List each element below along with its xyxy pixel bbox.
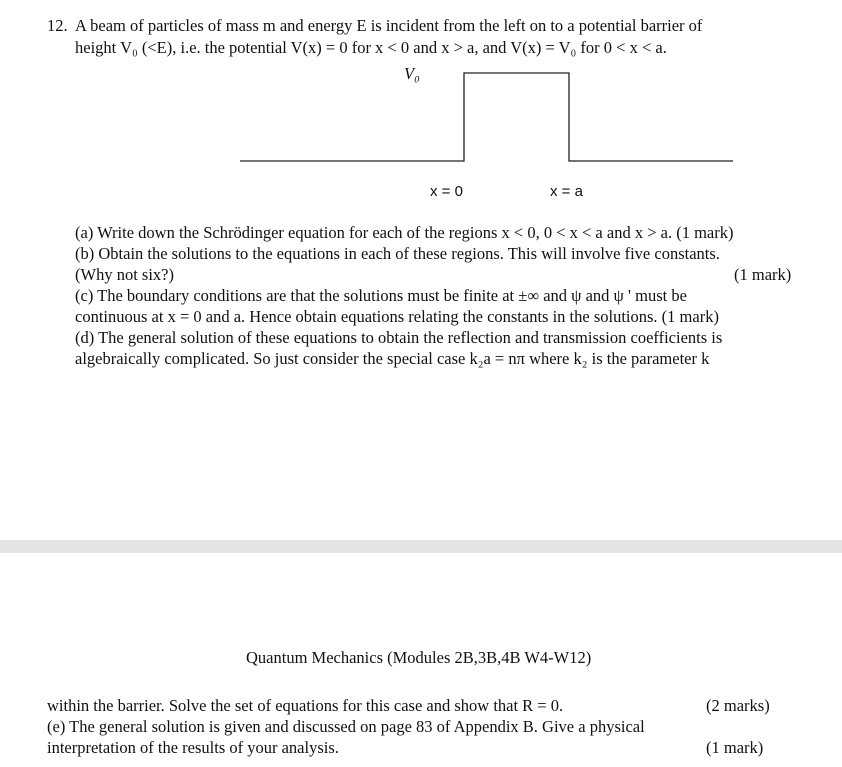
question-intro-line-1: A beam of particles of mass m and energy E is incident from the left on to a potential barrier of <box>75 16 703 35</box>
part-c-line-2: continuous at x = 0 and a. Hence obtain equations relating the constants in the solutions. (1 mark) <box>75 307 719 326</box>
barrier-outline <box>240 73 733 161</box>
continuation-line-1: within the barrier. Solve the set of equations for this case and show that R = 0. <box>47 696 564 715</box>
page-break <box>0 540 842 553</box>
part-b-line-1: (b) Obtain the solutions to the equations in each of these regions. This will involve five constants. <box>75 244 720 263</box>
question-number: 12. <box>47 16 68 35</box>
v0-label: V₀ <box>404 64 420 83</box>
part-d-line-1: (d) The general solution of these equations to obtain the reflection and transmission coefficients is <box>75 328 723 347</box>
x0-label: x = 0 <box>430 183 463 200</box>
part-e-marks: (1 mark) <box>706 738 764 757</box>
part-b-line-2: (Why not six?) <box>75 265 174 284</box>
part-e-line-2: interpretation of the results of your analysis. <box>47 738 339 757</box>
question-intro-line-2: height V₀ (<E), i.e. the potential V(x) = 0 for x < 0 and x > a, and V(x) = V₀ for 0 < x < a. <box>75 38 667 57</box>
potential-barrier-diagram <box>0 0 842 210</box>
part-a-line-1: (a) Write down the Schrödinger equation for each of the regions x < 0, 0 < x < a and x > a. (1 mark) <box>75 223 734 242</box>
part-b-marks: (1 mark) <box>734 265 792 284</box>
continuation-line-1-marks: (2 marks) <box>706 696 770 715</box>
page-footer-title: Quantum Mechanics (Modules 2B,3B,4B W4-W12) <box>246 648 592 667</box>
part-d-line-2: algebraically complicated. So just consider the special case k₂a = nπ where k₂ is the parameter k <box>75 349 710 368</box>
xa-label: x = a <box>550 183 583 200</box>
part-e-line-1: (e) The general solution is given and discussed on page 83 of Appendix B. Give a physical <box>47 717 645 736</box>
part-c-line-1: (c) The boundary conditions are that the solutions must be finite at ±∞ and ψ and ψ ' must be <box>75 286 687 305</box>
